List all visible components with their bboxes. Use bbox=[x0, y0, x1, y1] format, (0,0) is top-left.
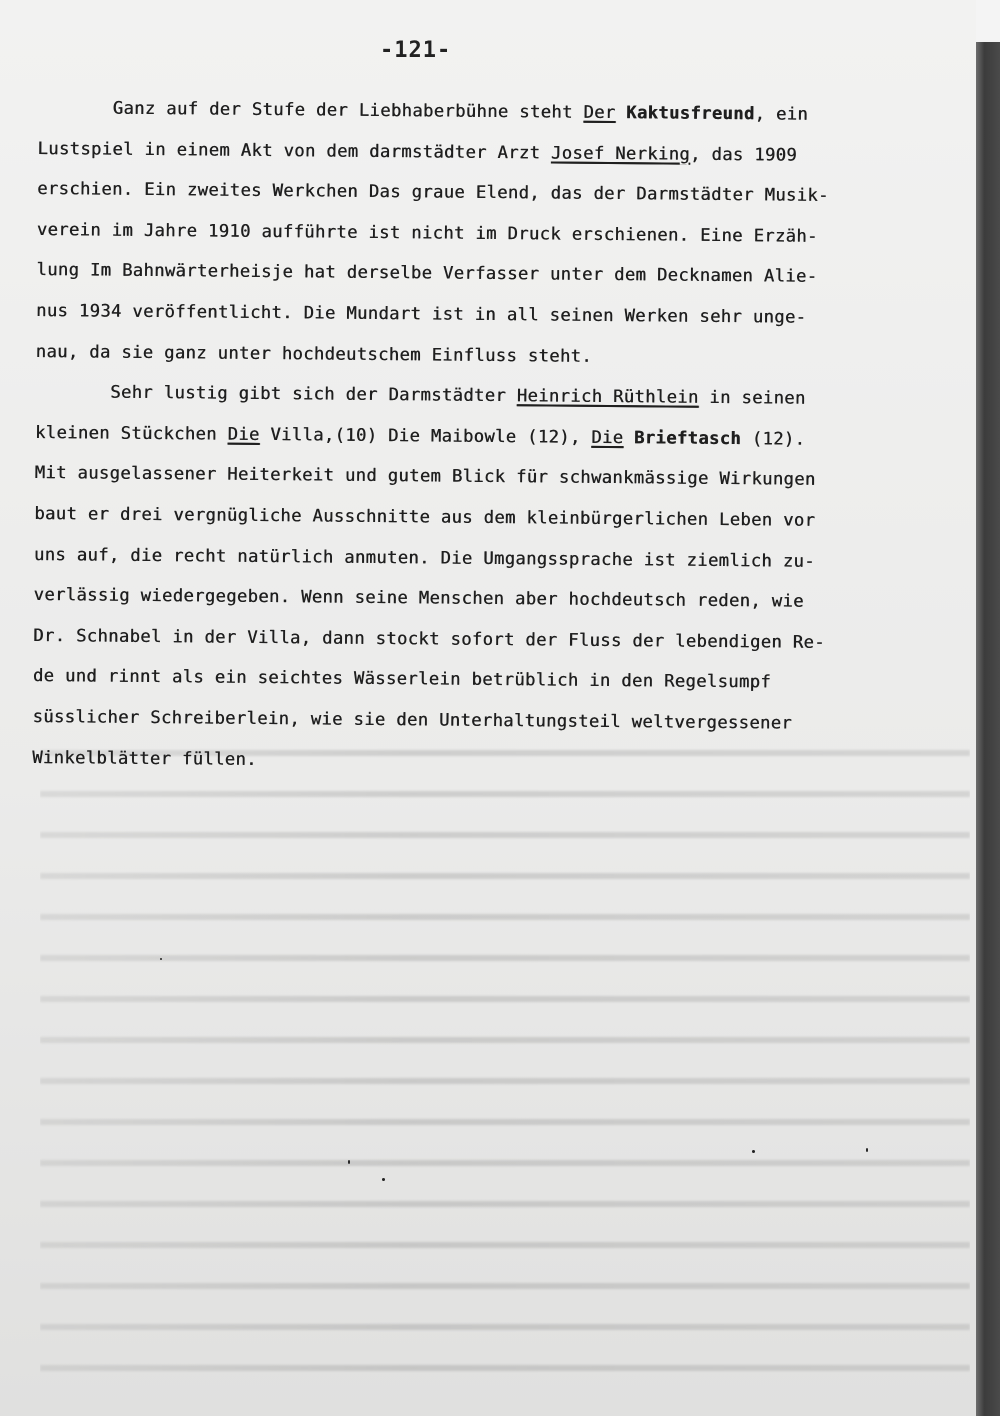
page-number: -121- bbox=[380, 38, 452, 63]
ink-speck bbox=[752, 1150, 755, 1153]
text-span: Lustspiel in einem Akt von dem darmstädter Arzt bbox=[37, 138, 552, 164]
text-span: Ganz auf der Stufe der Liebhaberbühne steht bbox=[37, 97, 584, 123]
body-text bbox=[32, 88, 963, 786]
text-span: (12). bbox=[740, 428, 806, 450]
ink-speck bbox=[160, 958, 162, 960]
ink-speck bbox=[866, 1148, 868, 1152]
text-span: Der bbox=[583, 102, 616, 124]
text-span bbox=[623, 428, 634, 448]
reverse-side-bleed-through bbox=[40, 720, 970, 1380]
text-span: verlässig wiedergegeben. Wenn seine Menschen aber hochdeutsch reden, wie bbox=[33, 585, 804, 612]
text-span: lung Im Bahnwärterheisje hat derselbe Verfasser unter dem Decknamen Alie- bbox=[36, 260, 818, 288]
text-span: Dr. Schnabel in der Villa, dann stockt sofort der Fluss der lebendigen Re- bbox=[33, 625, 825, 653]
text-span: süsslicher Schreiberlein, wie sie den Unterhaltungsteil weltvergessener bbox=[32, 706, 793, 734]
text-span: , das 1909 bbox=[689, 144, 798, 166]
text-span: nau, da sie ganz unter hochdeutschem Einfluss steht. bbox=[35, 341, 593, 367]
text-span: uns auf, die recht natürlich anmuten. Die Umgangssprache ist ziemlich zu- bbox=[33, 544, 815, 572]
text-span: kleinen Stückchen bbox=[34, 422, 228, 445]
text-span: verein im Jahre 1910 aufführte ist nicht im Druck erschienen. Eine Erzäh- bbox=[36, 219, 818, 247]
text-span: de und rinnt als ein seichtes Wässerlein betrüblich in den Regelsumpf bbox=[32, 666, 772, 693]
text-span: Brieftasch bbox=[633, 427, 742, 449]
ink-speck bbox=[348, 1160, 350, 1164]
ink-speck bbox=[382, 1178, 385, 1181]
page-edge-top bbox=[976, 0, 1000, 42]
text-span bbox=[615, 103, 626, 123]
text-span: Die bbox=[591, 427, 624, 448]
text-span: Villa,(10) Die Maibowle (12), bbox=[259, 424, 592, 448]
text-span: Sehr lustig gibt sich der Darmstädter bbox=[35, 382, 517, 407]
text-span: Heinrich Rüthlein bbox=[516, 386, 699, 408]
text-span: Mit ausgelassener Heiterkeit und gutem Blick für schwankmässige Wirkungen bbox=[34, 463, 816, 491]
text-span: baut er drei vergnügliche Ausschnitte aus dem kleinbürgerlichen Leben vor bbox=[34, 503, 816, 531]
text-line bbox=[32, 737, 957, 786]
text-span: Kaktusfreund bbox=[626, 103, 755, 125]
text-span: Josef Nerking bbox=[550, 143, 691, 165]
text-span: , ein bbox=[754, 104, 809, 125]
text-span: Die bbox=[227, 424, 260, 445]
text-span: in seinen bbox=[698, 387, 806, 409]
binding-edge-strip bbox=[976, 42, 1000, 1416]
text-span: Winkelblätter füllen. bbox=[32, 747, 257, 770]
text-span: nus 1934 veröffentlicht. Die Mundart ist in all seinen Werken sehr unge- bbox=[35, 300, 807, 328]
text-span: erschien. Ein zweites Werkchen Das graue Elend, das der Darmstädter Musik- bbox=[37, 179, 829, 207]
